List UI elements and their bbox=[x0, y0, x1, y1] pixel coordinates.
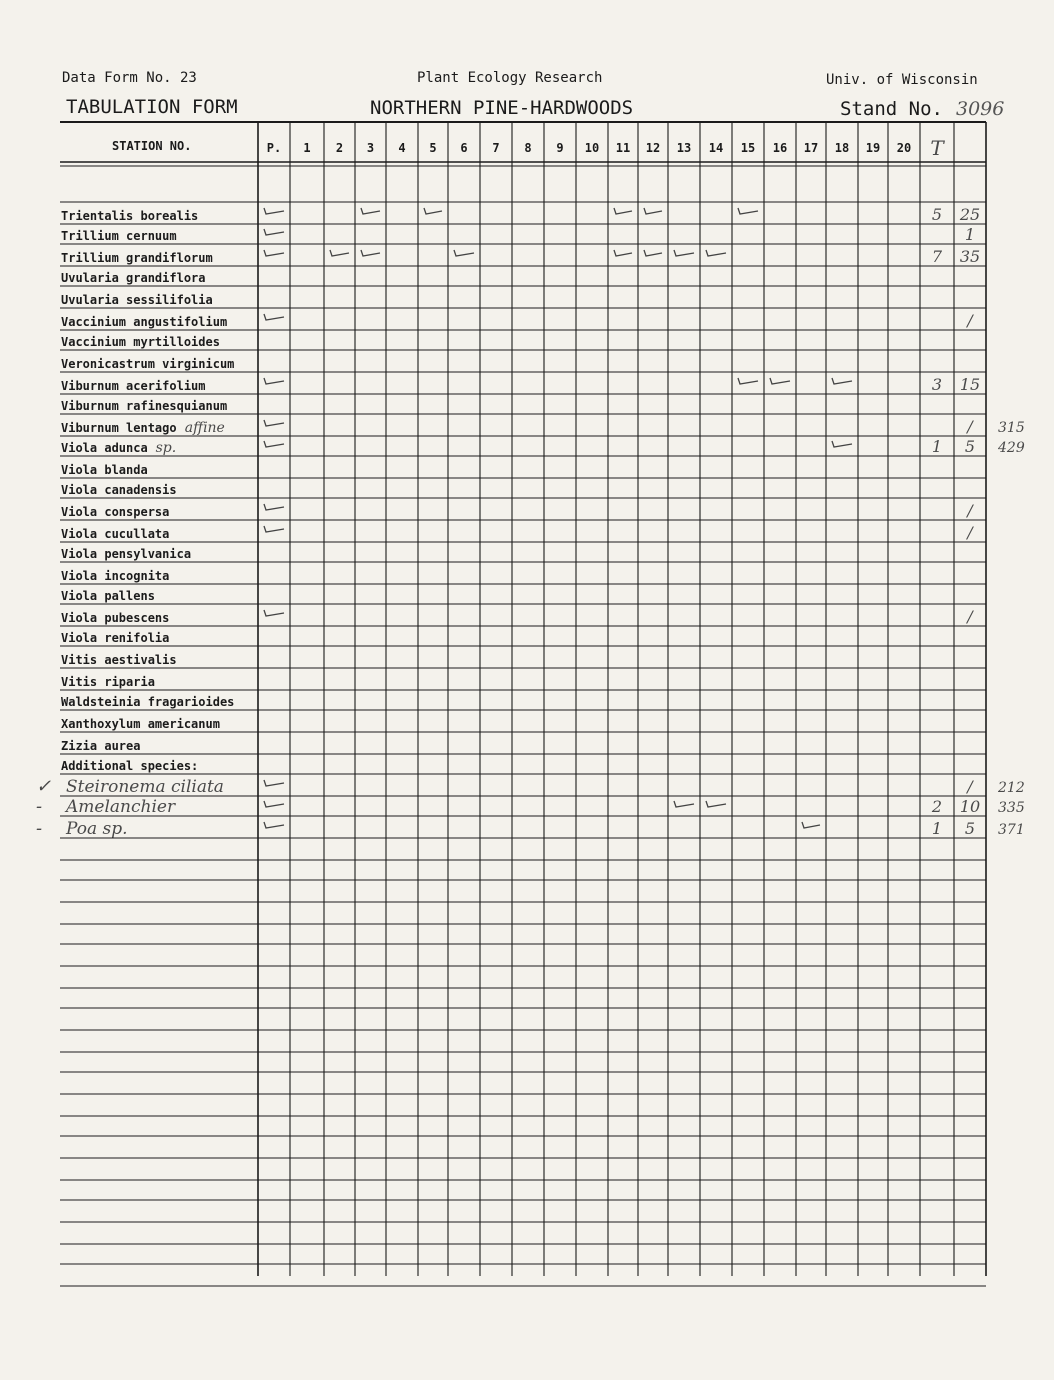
check-mark bbox=[614, 208, 632, 214]
species-label-handwritten: Steironema ciliata bbox=[66, 777, 224, 797]
check-mark bbox=[361, 208, 380, 214]
frequency-value: 25 bbox=[959, 205, 981, 224]
species-label: Trillium grandiflorum bbox=[61, 251, 213, 265]
frequency-value: / bbox=[967, 523, 973, 542]
column-header-p: P. bbox=[266, 141, 282, 155]
check-mark bbox=[264, 504, 284, 510]
check-mark bbox=[264, 822, 284, 828]
check-mark bbox=[361, 250, 380, 256]
check-mark bbox=[264, 314, 284, 320]
species-label: Viola cucullata bbox=[61, 527, 170, 541]
frequency-value: 5 bbox=[964, 437, 976, 456]
species-label: Viola blanda bbox=[61, 463, 148, 477]
column-header-16: 16 bbox=[772, 141, 788, 155]
frequency-value: / bbox=[967, 417, 973, 436]
species-note: affine bbox=[184, 420, 225, 436]
margin-number: 315 bbox=[998, 420, 1025, 436]
species-label-handwritten: Amelanchier bbox=[66, 797, 176, 817]
total-value: 3 bbox=[931, 375, 943, 394]
margin-number: 335 bbox=[998, 800, 1025, 816]
check-mark bbox=[264, 378, 284, 384]
species-label: Viola incognita bbox=[61, 569, 170, 583]
species-label: Viola pallens bbox=[61, 589, 155, 603]
species-label: Vaccinium myrtilloides bbox=[61, 335, 220, 349]
margin-mark: - bbox=[36, 796, 43, 817]
check-mark bbox=[264, 208, 284, 214]
check-mark bbox=[264, 420, 284, 426]
frequency-value: / bbox=[967, 501, 973, 520]
frequency-value: 15 bbox=[959, 375, 981, 394]
column-header-9: 9 bbox=[556, 141, 564, 155]
column-header-3: 3 bbox=[366, 141, 375, 155]
frequency-value: 10 bbox=[959, 797, 981, 816]
column-header-15: 15 bbox=[740, 141, 756, 155]
check-mark bbox=[644, 250, 662, 256]
form-title: TABULATION FORM bbox=[66, 96, 238, 118]
column-header-11: 11 bbox=[615, 141, 631, 155]
margin-mark: ✓ bbox=[36, 776, 52, 797]
form-number: Data Form No. 23 bbox=[62, 70, 197, 86]
total-value: 2 bbox=[931, 797, 943, 816]
frequency-value: / bbox=[967, 311, 973, 330]
check-mark bbox=[706, 801, 726, 807]
column-header-10: 10 bbox=[584, 141, 600, 155]
species-label: Viburnum acerifolium bbox=[61, 379, 206, 393]
column-header-13: 13 bbox=[676, 141, 692, 155]
species-label-handwritten: Poa sp. bbox=[66, 819, 128, 839]
check-mark bbox=[264, 250, 284, 256]
column-header-7: 7 bbox=[492, 141, 500, 155]
frequency-value: 5 bbox=[964, 819, 976, 838]
check-mark bbox=[644, 208, 662, 214]
column-header-4: 4 bbox=[398, 141, 406, 155]
check-mark bbox=[614, 250, 632, 256]
species-label: Viburnum lentago bbox=[61, 421, 177, 435]
form-type: NORTHERN PINE-HARDWOODS bbox=[370, 97, 634, 119]
column-header-8: 8 bbox=[524, 141, 532, 155]
total-value: 7 bbox=[931, 247, 943, 266]
stand-number-label: Stand No. bbox=[840, 98, 943, 120]
species-label: Viola adunca bbox=[61, 441, 148, 455]
margin-number: 212 bbox=[998, 780, 1025, 796]
column-header-12: 12 bbox=[645, 141, 661, 155]
check-mark bbox=[454, 250, 474, 256]
species-label: Viola renifolia bbox=[61, 631, 170, 645]
check-mark bbox=[706, 250, 726, 256]
column-header-20: 20 bbox=[896, 141, 912, 155]
species-label: Vaccinium angustifolium bbox=[61, 315, 228, 329]
check-mark bbox=[424, 208, 442, 214]
species-label: Vitis aestivalis bbox=[61, 653, 177, 667]
check-mark bbox=[832, 378, 852, 384]
check-mark bbox=[674, 801, 694, 807]
species-label: Zizia aurea bbox=[61, 739, 141, 753]
margin-number: 429 bbox=[998, 440, 1025, 456]
species-label: Viola pubescens bbox=[61, 611, 170, 625]
station-no-label: STATION NO. bbox=[112, 139, 192, 153]
check-mark bbox=[674, 250, 694, 256]
column-header-17: 17 bbox=[803, 141, 819, 155]
frequency-value: 1 bbox=[964, 225, 976, 244]
check-mark bbox=[264, 229, 284, 235]
species-label: Viola canadensis bbox=[61, 483, 177, 497]
species-label: Additional species: bbox=[61, 759, 199, 773]
frequency-value: / bbox=[967, 607, 973, 626]
margin-number: 371 bbox=[998, 822, 1025, 838]
column-header-19: 19 bbox=[865, 141, 881, 155]
column-header-t: T bbox=[930, 136, 944, 160]
species-note: sp. bbox=[155, 440, 177, 456]
check-mark bbox=[264, 801, 284, 807]
check-mark bbox=[264, 526, 284, 532]
check-mark bbox=[770, 378, 790, 384]
species-label: Waldsteinia fragarioides bbox=[61, 695, 235, 709]
check-mark bbox=[264, 441, 284, 447]
frequency-value: 35 bbox=[959, 247, 981, 266]
margin-mark: - bbox=[36, 818, 43, 839]
column-header-5: 5 bbox=[429, 141, 437, 155]
check-mark bbox=[802, 822, 820, 828]
total-value: 1 bbox=[931, 819, 943, 838]
check-mark bbox=[330, 250, 349, 256]
check-mark bbox=[738, 378, 758, 384]
species-label: Viola conspersa bbox=[61, 505, 170, 519]
species-label: Uvularia grandiflora bbox=[61, 271, 206, 285]
column-header-6: 6 bbox=[460, 141, 468, 155]
university: Univ. of Wisconsin bbox=[826, 72, 978, 88]
stand-number-value: 3096 bbox=[956, 98, 1005, 120]
column-header-1: 1 bbox=[303, 141, 311, 155]
column-header-18: 18 bbox=[834, 141, 850, 155]
check-mark bbox=[264, 610, 284, 616]
frequency-value: / bbox=[967, 777, 973, 796]
species-label: Trillium cernuum bbox=[61, 229, 177, 243]
organization: Plant Ecology Research bbox=[417, 70, 603, 86]
check-mark bbox=[738, 208, 758, 214]
species-label: Xanthoxylum americanum bbox=[61, 717, 220, 731]
species-label: Trientalis borealis bbox=[61, 209, 199, 223]
check-mark bbox=[264, 780, 284, 786]
check-mark bbox=[832, 441, 852, 447]
column-header-14: 14 bbox=[708, 141, 724, 155]
species-label: Uvularia sessilifolia bbox=[61, 293, 213, 307]
species-label: Viola pensylvanica bbox=[61, 547, 192, 561]
species-label: Veronicastrum virginicum bbox=[61, 357, 235, 371]
species-label: Vitis riparia bbox=[61, 675, 155, 689]
column-header-2: 2 bbox=[335, 141, 344, 155]
total-value: 1 bbox=[931, 437, 943, 456]
total-value: 5 bbox=[931, 205, 943, 224]
species-label: Viburnum rafinesquianum bbox=[61, 399, 228, 413]
